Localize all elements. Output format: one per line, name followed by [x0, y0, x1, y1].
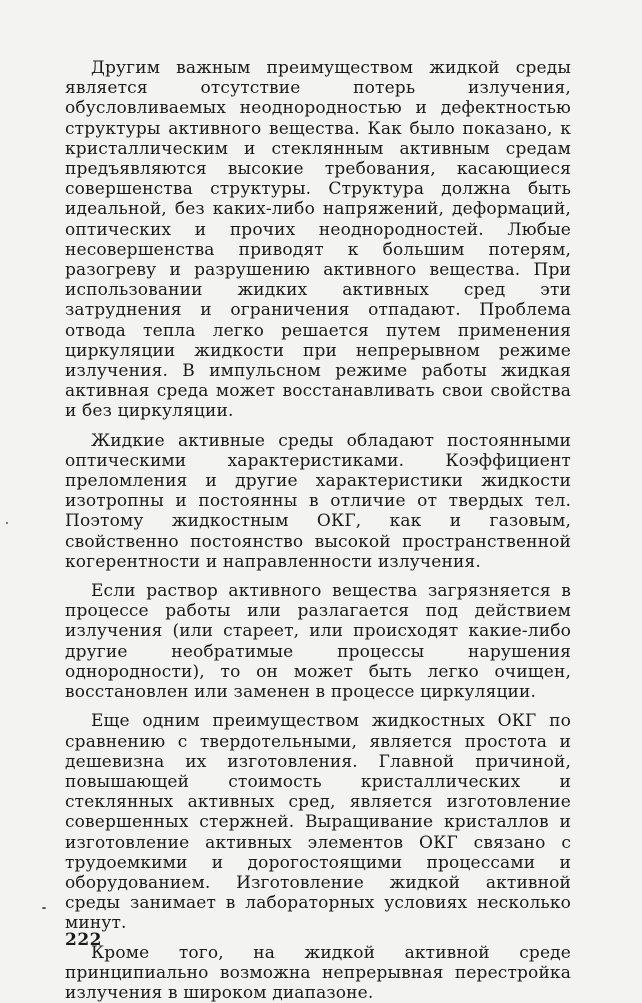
paragraph-2: Жидкие активные среды обладают постоянными оптическими характеристиками. Коэффициент преломления и другие характеристики жидкости изотропны и постоянны в отличие от твердых тел. Поэтому жидкостным ОКГ, как и газовым, свойственно постоянство высокой пространственной когерентности и направленности излучения. — [65, 430, 571, 572]
paragraph-4: Еще одним преимуществом жидкостных ОКГ по сравнению с твердотельными, является простота и дешевизна их изготовления. Главной причиной, повышающей стоимость кристаллических и стеклянных активных сред, является изготовление совершенных стержней. Выращивание кристаллов и изготовление активных элементов ОКГ связано с трудоемкими и дорогостоящими процессами и оборудованием. Изготовление жидкой активной среды занимает в лабораторных условиях несколько минут. — [65, 711, 571, 934]
scan-speck — [6, 522, 8, 524]
paragraph-3: Если раствор активного вещества загрязняется в процессе работы или разлагается под действием излучения (или стареет, или происходят какие-либо другие необратимые процессы нарушения однородности), то он может быть легко очищен, восстановлен или заменен в процессе циркуляции. — [65, 581, 571, 703]
text-column — [65, 58, 571, 1003]
paragraph-5: Кроме того, на жидкой активной среде принципиально возможна непрерывная перестройка излучения в широком диапазоне. — [65, 942, 571, 1003]
page-number: 222 — [65, 930, 102, 950]
scan-speck — [42, 907, 46, 909]
paragraph-1: Другим важным преимуществом жидкой среды является отсутствие потерь излучения, обусловливаемых неоднородностью и дефектностью структуры активного вещества. Как было показано, к кристаллическим и стеклянным активным средам предъявляются высокие требования, касающиеся совершенства структуры. Структура должна быть идеальной, без каких-либо напряжений, деформаций, оптических и прочих неоднородностей. Любые несовершенства приводят к большим потерям, разогреву и разрушению активного вещества. При использовании жидких активных сред эти затруднения и ограничения отпадают. Проблема отвода тепла легко решается путем применения циркуляции жидкости при непрерывном режиме излучения. В импульсном режиме работы жидкая активная среда может восстанавливать свои свойства и без циркуляции. — [65, 58, 571, 422]
